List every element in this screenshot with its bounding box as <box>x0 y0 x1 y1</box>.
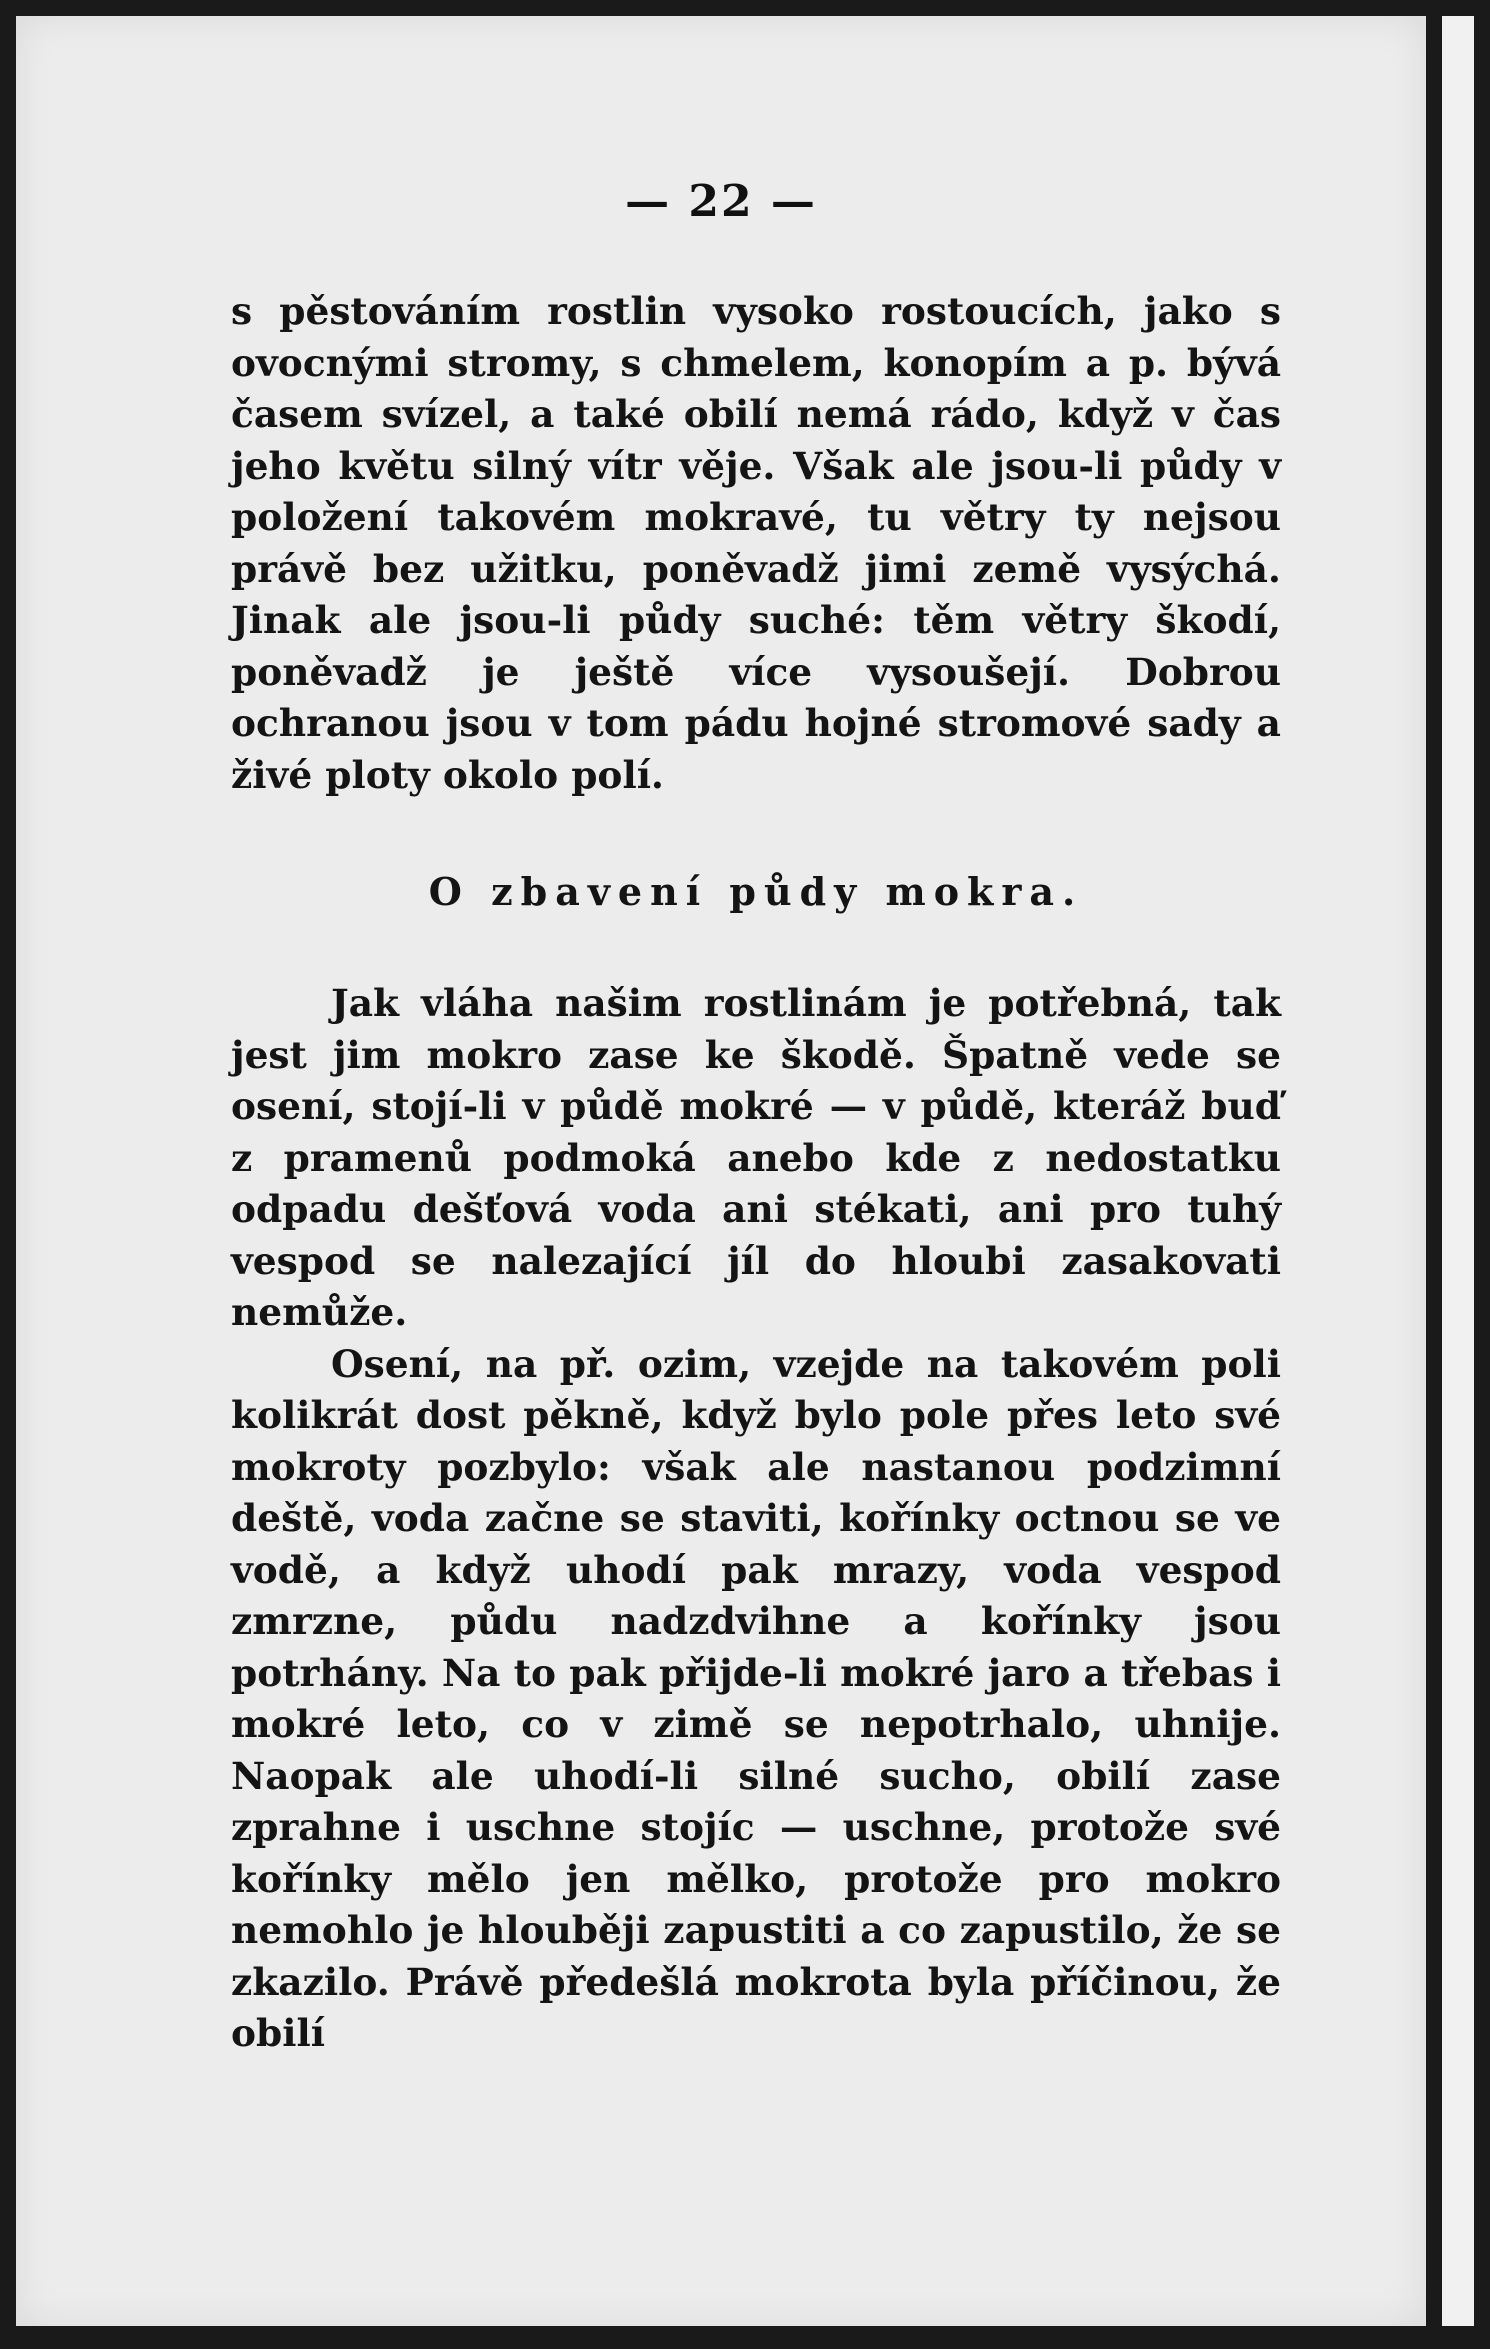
adjacent-page-edge <box>1442 16 1474 2326</box>
paragraph-2: Jak vláha našim rostlinám je potřebná, tak jest jim mokro zase ke škodě. Špatně vede se osení, stojí-li v půdě mokré — v půdě, kteráž buď z pramenů podmoká anebo kde z nedostatku odpadu dešťová voda ani stékati, ani pro tuhý vespod se nalezající jíl do hloubi zasakovati nemůže. <box>231 981 1281 1334</box>
paragraph-1: s pěstováním rostlin vysoko rostoucích, jako s ovocnými stromy, s chmelem, konopím a p. bývá časem svízel, a také obilí nemá rádo, když v čas jeho květu silný vítr věje. Však ale jsou-li půdy v položení takovém mokravé, tu větry ty nejsou právě bez užitku, poněvadž jimi země vysýchá. Jinak ale jsou-li půdy suché: těm větry škodí, poněvadž je ještě více vysoušejí. Dobrou ochranou jsou v tom pádu hojné stromové sady a živé ploty okolo polí. <box>231 289 1281 797</box>
paragraph-3: Osení, na př. ozim, vzejde na takovém poli kolikrát dost pěkně, když bylo pole přes leto své mokroty pozbylo: však ale nastanou podzimní deště, voda začne se staviti, kořínky octnou se ve vodě, a když uhodí pak mrazy, voda vespod zmrzne, půdu nadzdvihne a kořínky jsou potrhány. Na to pak přijde-li mokré jaro a třebas i mokré leto, co v zimě se nepotrhalo, uhnije. Naopak ale uhodí-li silné sucho, obilí zase zprahne i uschne stojíc — uschne, protože své kořínky mělo jen mělko, protože pro mokro nemohlo je hlouběji zapustiti a co zapustilo, že se zkazilo. Právě předešlá mokrota byla příčinou, že obilí <box>231 1341 1281 2055</box>
page-body <box>231 286 1281 2060</box>
book-page <box>16 16 1426 2326</box>
section-heading: O zbavení půdy mokra. <box>428 869 1084 914</box>
page-number: — 22 — <box>625 176 817 227</box>
